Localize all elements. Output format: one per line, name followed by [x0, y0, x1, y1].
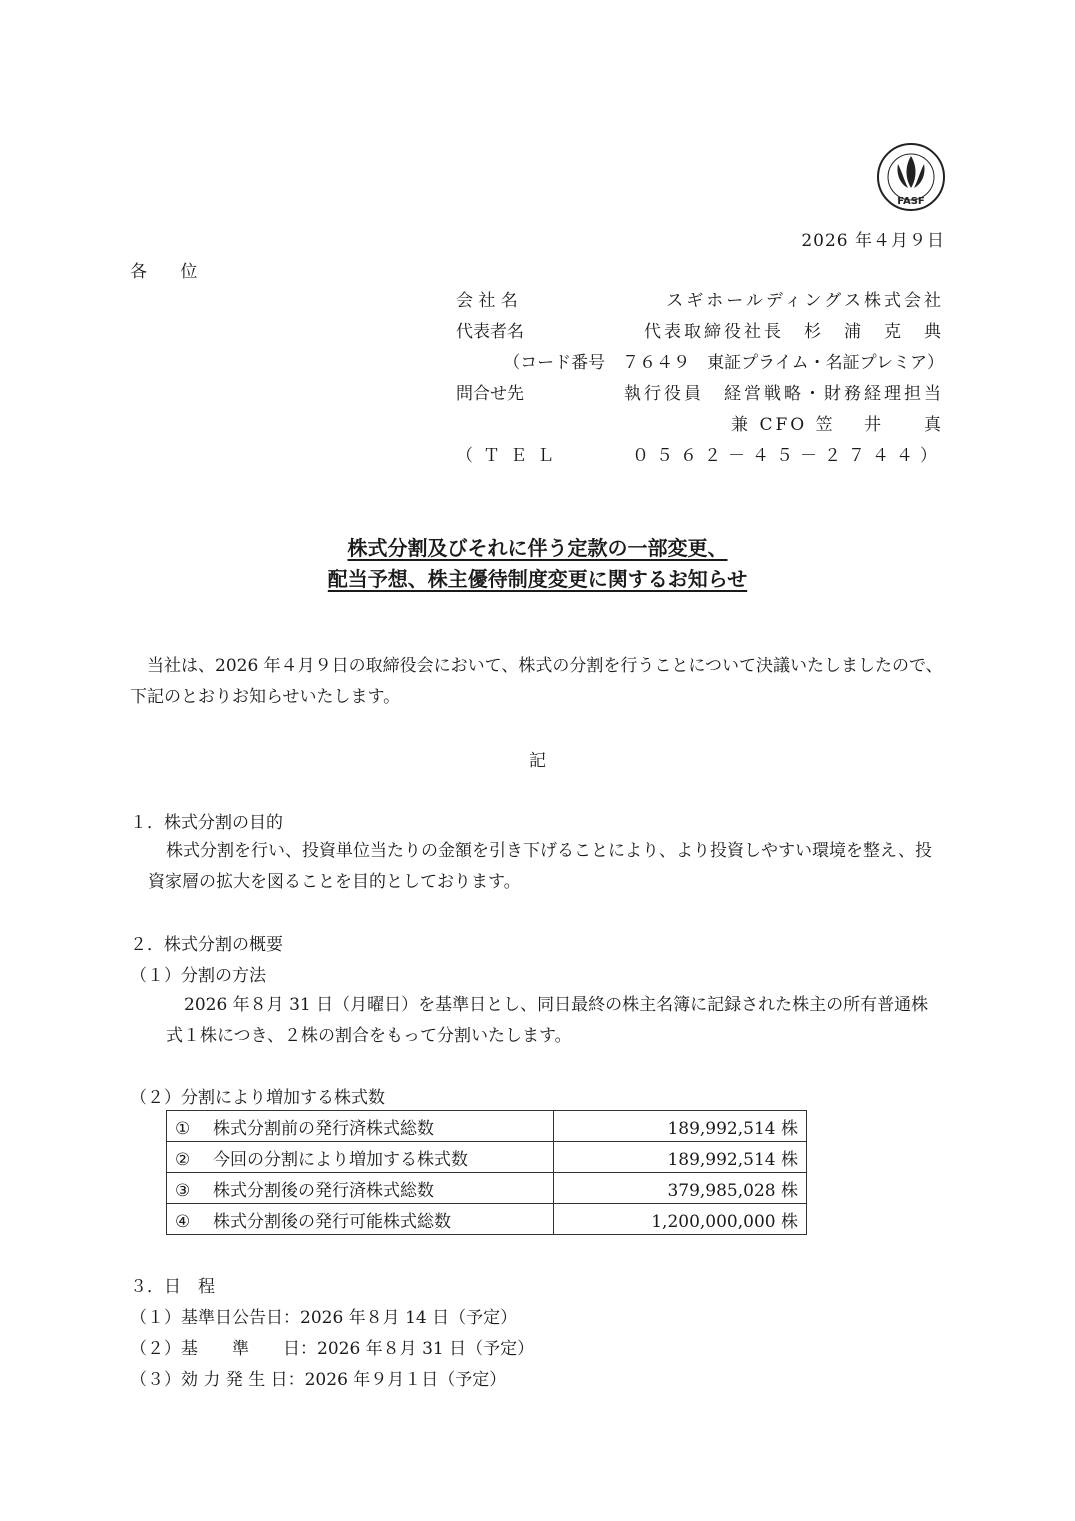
table-row — [167, 1204, 807, 1235]
code-line: （コード番号 ７６４９ 東証プライム・名証プレミア） — [503, 353, 944, 373]
representative-value: 代表取締役社長 杉 浦 克 典 — [644, 322, 944, 342]
schedule-item: （３）効 力 発 生 日：2026 年９月１日（予定） — [130, 1370, 507, 1390]
title-line-1: 株式分割及びそれに伴う定款の一部変更、 — [347, 536, 728, 560]
section2-sub2-heading: （２）分割により増加する株式数 — [130, 1088, 385, 1108]
seal-text: FASF — [897, 196, 925, 207]
representative-label: 代表者名 — [456, 322, 524, 342]
contact-value: 執行役員 経営戦略・財務経理担当 — [624, 384, 944, 404]
shares-table — [166, 1110, 807, 1235]
section1-body: 株式分割を行い、投資単位当たりの金額を引き下げることにより、より投資しやすい環境を整え、投資家層の拡大を図ることを目的としております。 — [148, 841, 933, 892]
title-line-2: 配当予想、株主優待制度変更に関するお知らせ — [327, 567, 748, 591]
table-row — [167, 1142, 807, 1173]
row-label: 株式分割前の発行済株式総数 — [213, 1118, 434, 1139]
row-value: 189,992,514 株 — [554, 1142, 807, 1173]
section2-heading: ２．株式分割の概要 — [130, 935, 283, 955]
row-mark: ② — [175, 1149, 191, 1170]
table-row — [167, 1173, 807, 1204]
company-value: スギホールディングス株式会社 — [666, 291, 944, 311]
table-row — [167, 1111, 807, 1142]
tel-value: ０５６２－４５－２７４４） — [632, 446, 944, 466]
section1-heading: １．株式分割の目的 — [130, 813, 283, 833]
schedule-item: （２）基 準 日：2026 年８月 31 日（予定） — [130, 1339, 535, 1359]
intro-paragraph: 当社は、2026 年４月９日の取締役会において、株式の分割を行うことについて決議いたしましたので、下記のとおりお知らせいたします。 — [130, 656, 943, 707]
row-mark: ① — [175, 1118, 191, 1139]
section2-sub1-body: 2026 年８月 31 日（月曜日）を基準日とし、同日最終の株主名簿に記録された株主の所有普通株式１株につき、２株の割合をもって分割いたします。 — [166, 995, 929, 1046]
row-value: 189,992,514 株 — [554, 1111, 807, 1142]
contact-label: 問合せ先 — [456, 384, 524, 404]
tel-label: （ＴＥＬ — [456, 446, 564, 466]
section2-sub1-heading: （１）分割の方法 — [130, 966, 266, 986]
fasf-seal-logo — [876, 142, 946, 212]
row-mark: ③ — [175, 1180, 191, 1201]
section3-heading: ３．日 程 — [130, 1277, 215, 1297]
document-date: 2026 年４月９日 — [801, 231, 945, 251]
row-label: 株式分割後の発行可能株式総数 — [213, 1211, 451, 1232]
row-label: 株式分割後の発行済株式総数 — [213, 1180, 434, 1201]
row-mark: ④ — [175, 1211, 191, 1232]
row-value: 379,985,028 株 — [554, 1173, 807, 1204]
company-label: 会 社 名 — [456, 291, 518, 311]
addressee: 各 位 — [130, 262, 212, 282]
row-label: 今回の分割により増加する株式数 — [213, 1149, 468, 1170]
ki-marker: 記 — [529, 751, 546, 771]
schedule-item: （１）基準日公告日：2026 年８月 14 日（予定） — [130, 1308, 518, 1328]
contact-value-2: 兼 CFO 笠 井 真 — [731, 415, 944, 435]
row-value: 1,200,000,000 株 — [554, 1204, 807, 1235]
